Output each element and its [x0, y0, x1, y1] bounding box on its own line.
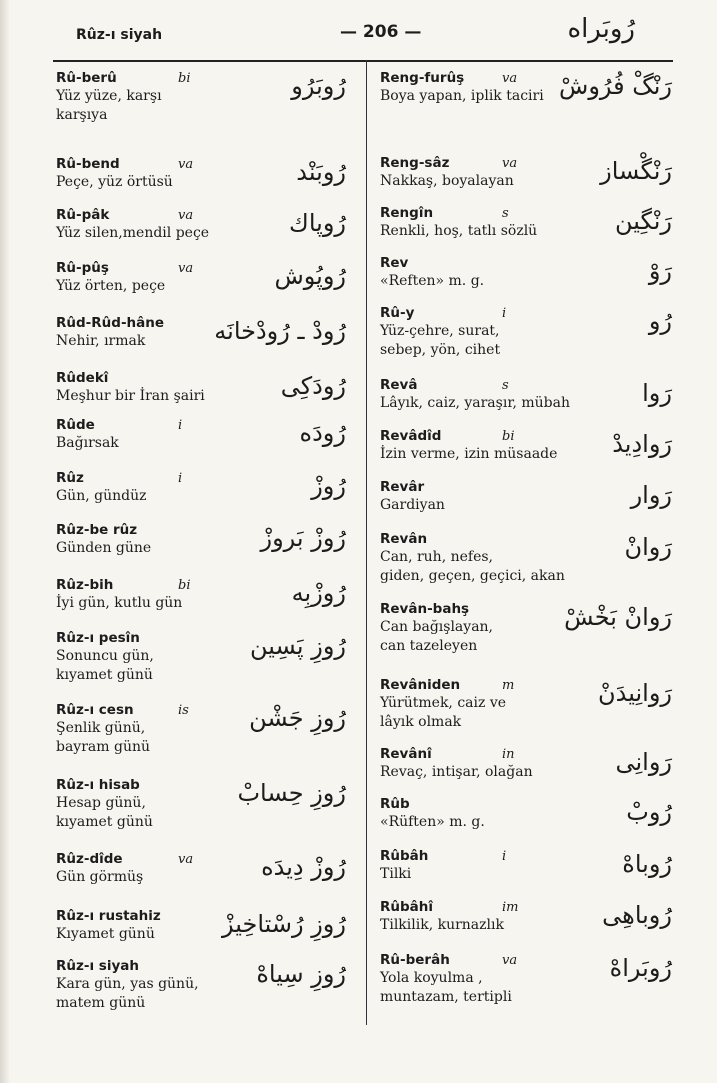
dictionary-entry	[380, 205, 672, 241]
entry-grammar-abbrev: bi	[178, 578, 191, 593]
dictionary-entry	[380, 848, 672, 884]
entry-definition-line: Gün, gündüz	[56, 488, 147, 504]
entry-definition-line: Meşhur bir İran şairi	[56, 388, 205, 404]
entry-definition-line: Günden güne	[56, 540, 152, 556]
entry-definition-line: İzin verme, izin müsaade	[380, 446, 558, 462]
entry-grammar-abbrev: va	[178, 157, 194, 172]
dictionary-entry	[56, 70, 346, 125]
entry-arabic-script: رُوبَراهْ	[609, 954, 672, 982]
dictionary-entry	[380, 531, 672, 586]
dictionary-entry	[56, 207, 346, 243]
entry-arabic-script: رَوار	[630, 481, 672, 509]
dictionary-entry	[380, 255, 672, 291]
entry-definition-line: Peçe, yüz örtüsü	[56, 174, 173, 190]
entry-arabic-script: رَوانِيدَنْ	[598, 679, 672, 707]
entry-definition-line: karşıya	[56, 107, 108, 123]
entry-headword: Reng-sâz	[380, 155, 450, 171]
entry-definition-line: Şenlik günü,	[56, 720, 146, 736]
entry-arabic-script: رُوبَنْد	[296, 158, 346, 186]
entry-definition-line: Sonuncu gün,	[56, 648, 154, 664]
entry-headline	[56, 470, 346, 487]
entry-arabic-script: رُوبَرُو	[291, 72, 346, 100]
entry-grammar-abbrev: i	[502, 306, 507, 321]
entry-arabic-script: رُودَكِى	[280, 372, 346, 400]
entry-headword: Revâr	[380, 479, 425, 495]
entry-arabic-script: رُوباهْ	[622, 850, 672, 878]
dictionary-entry	[56, 156, 346, 192]
entry-grammar-abbrev: va	[502, 71, 518, 86]
entry-grammar-abbrev: is	[178, 703, 189, 718]
entry-headword: Rû-berû	[56, 70, 117, 86]
entry-definition-line: Tilki	[380, 866, 412, 882]
dictionary-entry	[56, 260, 346, 296]
page-edge-shadow	[0, 0, 10, 1083]
entry-arabic-script: رُوزِ حِسابْ	[237, 779, 346, 807]
entry-arabic-script: رُوزِ جَشْن	[249, 704, 346, 732]
entry-arabic-script: رُوزِ پَسِين	[250, 632, 346, 660]
entry-arabic-script: رُوپُوش	[274, 262, 346, 290]
entry-arabic-script: رَنْگْ فُرُوشْ	[559, 72, 672, 100]
entry-headword: Revân-bahş	[380, 601, 470, 617]
entry-headline	[380, 255, 672, 272]
dictionary-entry	[380, 796, 672, 832]
dictionary-entry	[56, 777, 346, 832]
entry-definition-line: lâyık olmak	[380, 714, 462, 730]
entry-definition-line: «Rüften» m. g.	[380, 814, 485, 830]
entry-headword: Rû-berâh	[380, 952, 450, 968]
entry-arabic-script: رَوْ	[648, 257, 672, 285]
entry-definition-line: Nehir, ırmak	[56, 333, 146, 349]
dictionary-entry	[380, 155, 672, 191]
dictionary-entry	[56, 958, 346, 1013]
dictionary-entry	[56, 470, 346, 506]
dictionary-entry	[56, 417, 346, 453]
entry-headword: Rûz-ı cesn	[56, 702, 134, 718]
entry-headword: Rûz-be rûz	[56, 522, 138, 538]
entry-arabic-script: رُوزِ سِياهْ	[256, 960, 346, 988]
running-head: Rûz-ı siyah	[76, 27, 163, 43]
entry-definition-line: Revaç, intişar, olağan	[380, 764, 533, 780]
dictionary-entry	[380, 428, 672, 464]
page-number: — 206 —	[340, 22, 422, 42]
entry-headword: Rev	[380, 255, 409, 271]
entry-grammar-abbrev: va	[502, 156, 518, 171]
entry-arabic-script: رَوانِى	[615, 748, 672, 776]
entry-headword: Rûdekî	[56, 370, 109, 386]
entry-headword: Rû-pâk	[56, 207, 110, 223]
entry-headline	[380, 305, 672, 322]
entry-definition-line: Kara gün, yas günü,	[56, 976, 199, 992]
entry-headword: Rû-bend	[56, 156, 120, 172]
entry-headword: Rûbâhî	[380, 899, 434, 915]
entry-definition-line: Renkli, hoş, tatlı sözlü	[380, 223, 538, 239]
dictionary-entry	[56, 315, 346, 351]
entry-definition-line: Kıyamet günü	[56, 926, 155, 942]
entry-definition-line: Can, ruh, nefes,	[380, 549, 494, 565]
entry-headline	[380, 479, 672, 496]
entry-arabic-script: رُوباهِى	[602, 901, 672, 929]
entry-definition-line: Yüz yüze, karşı	[56, 88, 162, 104]
entry-arabic-script: رَوادِيدْ	[612, 430, 672, 458]
dictionary-entry	[56, 908, 346, 944]
entry-grammar-abbrev: bi	[502, 429, 515, 444]
entry-grammar-abbrev: s	[502, 378, 509, 393]
entry-headword: Rûz-ı rustahiz	[56, 908, 161, 924]
entry-definition-line: Yüz örten, peçe	[56, 278, 166, 294]
entry-definition-line: Yüz silen,mendil peçe	[56, 225, 210, 241]
dictionary-entry	[380, 70, 672, 106]
entry-definition-line: kıyamet günü	[56, 814, 153, 830]
entry-arabic-script: رُوزْ دِيدَه	[261, 853, 346, 881]
entry-grammar-abbrev: va	[502, 953, 518, 968]
entry-definition-line: Boya yapan, iplik taciri	[380, 88, 544, 104]
entry-grammar-abbrev: i	[502, 849, 507, 864]
dictionary-entry	[380, 952, 672, 1007]
page-header	[0, 0, 717, 60]
entry-arabic-script: رُوپاك	[289, 209, 346, 237]
dictionary-entry	[380, 479, 672, 515]
entry-headword: Rûbâh	[380, 848, 429, 864]
dictionary-entry	[380, 601, 672, 656]
entry-definition-line: matem günü	[56, 995, 146, 1011]
entry-definition-line: Gardiyan	[380, 497, 445, 513]
entry-grammar-abbrev: va	[178, 852, 194, 867]
entry-grammar-abbrev: i	[178, 418, 183, 433]
column-divider	[366, 60, 367, 1025]
entry-headword: Rûz-ı siyah	[56, 958, 139, 974]
entry-definition-line: Bağırsak	[56, 435, 119, 451]
entry-headword: Rûz-dîde	[56, 851, 123, 867]
entry-definition-line: sebep, yön, cihet	[380, 342, 501, 358]
dictionary-entry	[56, 851, 346, 887]
entry-arabic-script: رُوزِ رُسْتاخِيزْ	[222, 910, 346, 938]
entry-headword: Rûz-ı hisab	[56, 777, 140, 793]
entry-arabic-script: رُوزْ بَروزْ	[260, 524, 346, 552]
entry-grammar-abbrev: va	[178, 208, 194, 223]
entry-arabic-script: رَوانْ	[624, 533, 672, 561]
entry-definition-line: Lâyık, caiz, yaraşır, mübah	[380, 395, 570, 411]
entry-headword: Revânî	[380, 746, 432, 762]
entry-arabic-script: رُودَه	[299, 419, 346, 447]
entry-headword: Rûz-ı pesîn	[56, 630, 140, 646]
entry-headword: Rûb	[380, 796, 410, 812]
entry-grammar-abbrev: s	[502, 206, 509, 221]
entry-arabic-script: رَوا	[642, 379, 672, 407]
dictionary-entry	[380, 377, 672, 413]
dictionary-entry	[56, 577, 346, 613]
entry-definition-line: Hesap günü,	[56, 795, 146, 811]
entry-headword: Rû-pûş	[56, 260, 109, 276]
dictionary-entry	[56, 630, 346, 685]
entry-grammar-abbrev: in	[502, 747, 515, 762]
entry-definition-line: bayram günü	[56, 739, 150, 755]
entry-arabic-script: رَوانْ بَخْشْ	[564, 603, 672, 631]
entry-arabic-script: رُودْ ـ رُودْخانَه	[214, 317, 346, 345]
entry-grammar-abbrev: bi	[178, 71, 191, 86]
dictionary-entry	[380, 305, 672, 360]
entry-arabic-script: رُوزْ	[311, 472, 346, 500]
dictionary-entry	[380, 899, 672, 935]
entry-definition-line: Tilkilik, kurnazlık	[380, 917, 504, 933]
header-rule	[53, 60, 673, 62]
entry-headword: Rûz	[56, 470, 84, 486]
entry-headword: Rûde	[56, 417, 95, 433]
entry-definition-line: Yürütmek, caiz ve	[380, 695, 507, 711]
entry-headword: Rûz-bih	[56, 577, 114, 593]
entry-arabic-script: رُوزْبِه	[291, 579, 346, 607]
left-column	[56, 70, 346, 1025]
entry-definition-line: giden, geçen, geçici, akan	[380, 568, 565, 584]
entry-grammar-abbrev: m	[502, 678, 515, 693]
entry-arabic-script: رُو	[648, 307, 672, 335]
dictionary-entry	[380, 677, 672, 732]
entry-definition-line: Can bağışlayan,	[380, 619, 494, 635]
entry-arabic-script: رَنْگْساز	[600, 157, 672, 185]
entry-definition-line: Gün görmüş	[56, 869, 144, 885]
entry-headline	[380, 377, 672, 394]
dictionary-entry	[380, 746, 672, 782]
entry-definition-line: kıyamet günü	[56, 667, 153, 683]
dictionary-entry	[56, 702, 346, 757]
entry-headword: Rengîn	[380, 205, 434, 221]
entry-definition-line: Yola koyulma ,	[380, 970, 483, 986]
right-column	[380, 70, 672, 1025]
dictionary-entry	[56, 370, 346, 406]
entry-headword: Rû-y	[380, 305, 415, 321]
running-head-arabic: رُوبَراه	[567, 14, 635, 44]
entry-definition-line: «Reften» m. g.	[380, 273, 485, 289]
entry-definition-line: can tazeleyen	[380, 638, 478, 654]
entry-arabic-script: رَنْگِين	[614, 207, 672, 235]
entry-headword: Revâniden	[380, 677, 461, 693]
entry-headword: Revâdîd	[380, 428, 442, 444]
entry-headword: Rûd-Rûd-hâne	[56, 315, 165, 331]
entry-grammar-abbrev: i	[178, 471, 183, 486]
dictionary-entry	[56, 522, 346, 558]
entry-headword: Revân	[380, 531, 428, 547]
entry-headword: Reng-furûş	[380, 70, 465, 86]
entry-grammar-abbrev: va	[178, 261, 194, 276]
entry-headword: Revâ	[380, 377, 418, 393]
entry-definition-line: Nakkaş, boyalayan	[380, 173, 514, 189]
entry-arabic-script: رُوبْ	[626, 798, 672, 826]
entry-definition-line: İyi gün, kutlu gün	[56, 595, 183, 611]
entry-definition-line: muntazam, tertipli	[380, 989, 512, 1005]
entry-definition-line: Yüz-çehre, surat,	[380, 323, 500, 339]
entry-grammar-abbrev: im	[502, 900, 519, 915]
